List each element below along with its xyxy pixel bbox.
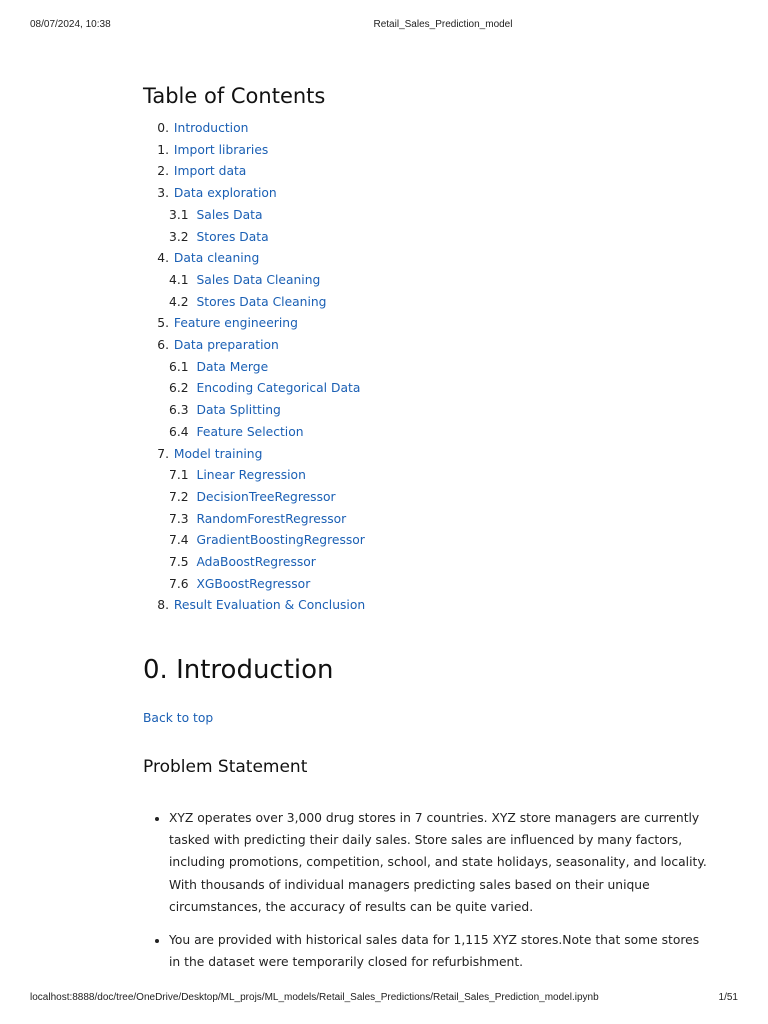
- problem-bullet: • You are provided with historical sales data for 1,115 XYZ stores.Note that some stores in the dataset were temporarily closed for refurbishment.: [169, 929, 714, 973]
- toc-item-link[interactable]: Feature engineering: [173, 316, 298, 331]
- print-document-title: Retail_Sales_Prediction_model: [373, 19, 513, 30]
- toc-item-link[interactable]: Linear Regression: [196, 468, 306, 483]
- toc-item-link[interactable]: Encoding Categorical Data: [196, 381, 361, 396]
- toc-item-number: 6.4: [169, 424, 189, 439]
- print-datetime: 08/07/2024, 10:38: [30, 19, 111, 30]
- toc-item-link[interactable]: AdaBoostRegressor: [196, 555, 316, 570]
- toc-item: [143, 270, 703, 292]
- print-url: localhost:8888/doc/tree/OneDrive/Desktop/ML_projs/ML_models/Retail_Sales_Predictions/Retail_Sales_Prediction_model.ipynb: [30, 992, 599, 1003]
- toc-item: [143, 444, 703, 466]
- toc-item-link[interactable]: Data cleaning: [173, 251, 260, 266]
- toc-item-number: 4.2: [169, 294, 189, 309]
- toc-item-number: 7.6: [169, 576, 189, 591]
- toc-item-link[interactable]: Model training: [173, 446, 263, 461]
- toc-item-link[interactable]: Stores Data Cleaning: [196, 294, 327, 309]
- toc-item: [143, 335, 703, 357]
- toc-item-number: 7.: [157, 446, 169, 461]
- toc-item: [143, 118, 703, 140]
- toc-item-number: 3.1: [169, 207, 189, 222]
- toc-item-number: 7.3: [169, 511, 189, 526]
- print-page-number: 1/51: [718, 992, 738, 1003]
- toc-item: [143, 292, 703, 314]
- toc-item: [143, 313, 703, 335]
- toc-item-link[interactable]: Import data: [173, 164, 247, 179]
- toc-item-link[interactable]: Data exploration: [173, 186, 277, 201]
- toc-item-number: 8.: [157, 598, 169, 613]
- toc-item-link[interactable]: DecisionTreeRegressor: [196, 489, 336, 504]
- toc-item: [143, 227, 703, 249]
- toc-item-link[interactable]: Stores Data: [196, 229, 269, 244]
- toc-item-link[interactable]: Sales Data: [196, 207, 263, 222]
- toc-item: [143, 400, 703, 422]
- toc-item-link[interactable]: Result Evaluation & Conclusion: [173, 598, 366, 613]
- problem-statement-heading: Problem Statement: [143, 757, 308, 777]
- notebook-content: [143, 78, 707, 970]
- toc-item: [143, 161, 703, 183]
- toc-item: [143, 357, 703, 379]
- print-header: [0, 19, 768, 33]
- problem-bullet: • XYZ operates over 3,000 drug stores in 7 countries. XYZ store managers are currently tasked with predicting their daily sales. Store sales are influenced by many factors, including promotions, competition, school, and state holidays, seasonality, and locality. With thousands of individual managers predicting sales based on their unique circumstances, the accuracy of results can be quite varied.: [169, 807, 714, 918]
- introduction-heading: 0. Introduction: [143, 655, 334, 685]
- toc-item-link[interactable]: Import libraries: [173, 142, 269, 157]
- toc-item-number: 7.2: [169, 489, 189, 504]
- toc-item: [143, 574, 703, 596]
- toc-item-number: 4.: [157, 251, 169, 266]
- toc-item: [143, 205, 703, 227]
- toc-item-link[interactable]: Data preparation: [173, 338, 279, 353]
- problem-statement-list: [143, 807, 714, 984]
- toc-item-number: 2.: [157, 164, 169, 179]
- toc-item-number: 0.: [157, 121, 169, 135]
- toc-item-number: 6.3: [169, 403, 189, 418]
- toc-item: [143, 509, 703, 531]
- toc-item: [143, 140, 703, 162]
- toc-item: [143, 183, 703, 205]
- toc-item: [143, 248, 703, 270]
- toc-item: [143, 552, 703, 574]
- toc-item-number: 6.1: [169, 359, 189, 374]
- toc-item-number: 7.4: [169, 533, 189, 548]
- toc-item-number: 3.: [157, 186, 169, 201]
- toc-item-link[interactable]: Feature Selection: [196, 424, 304, 439]
- toc-item-number: 6.: [157, 338, 169, 353]
- toc-item: [143, 465, 703, 487]
- toc-item-number: 3.2: [169, 229, 189, 244]
- toc-item-link[interactable]: Data Splitting: [196, 403, 281, 418]
- back-to-top-link[interactable]: Back to top: [143, 711, 214, 725]
- toc-heading: Table of Contents: [143, 84, 326, 108]
- toc-item-link[interactable]: Sales Data Cleaning: [196, 272, 321, 287]
- print-footer: [0, 992, 768, 1006]
- toc-item-link[interactable]: GradientBoostingRegressor: [196, 533, 365, 548]
- toc-item-number: 4.1: [169, 272, 189, 287]
- toc-item-number: 7.5: [169, 555, 189, 570]
- toc-list: [143, 118, 703, 617]
- toc-item: [143, 530, 703, 552]
- toc-item-link[interactable]: RandomForestRegressor: [196, 511, 347, 526]
- toc-item: [143, 422, 703, 444]
- toc-item-number: 1.: [157, 142, 169, 157]
- toc-item-link[interactable]: Data Merge: [196, 359, 269, 374]
- toc-item-link[interactable]: Introduction: [173, 121, 249, 135]
- toc-item-link[interactable]: XGBoostRegressor: [196, 576, 311, 591]
- toc-item-number: 5.: [157, 316, 169, 331]
- toc-item: [143, 487, 703, 509]
- toc-item-number: 7.1: [169, 468, 189, 483]
- toc-item: [143, 378, 703, 400]
- toc-item: [143, 595, 703, 617]
- toc-item-number: 6.2: [169, 381, 189, 396]
